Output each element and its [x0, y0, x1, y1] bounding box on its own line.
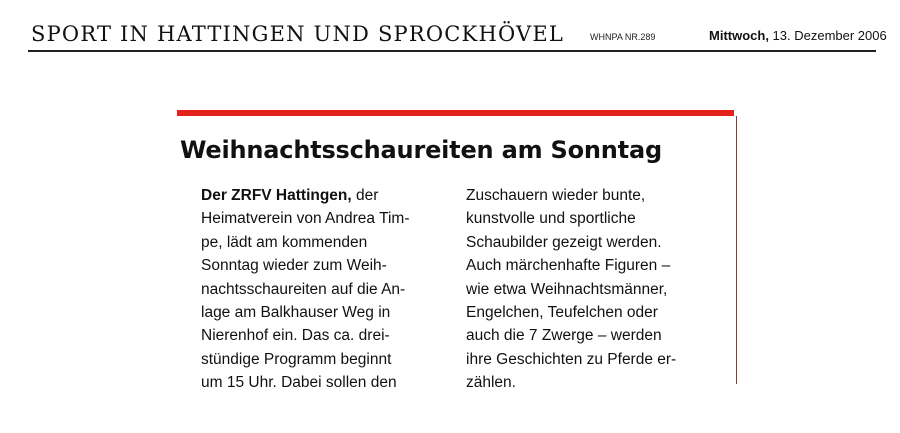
article-line: Zuschauern wieder bunte, [466, 187, 646, 204]
article-headline: Weihnachtsschaureiten am Sonntag [180, 136, 662, 164]
article-line: Engelchen, Teufelchen oder [466, 304, 658, 322]
article-lead: Der ZRFV Hattingen, [201, 187, 352, 204]
article-line [201, 184, 461, 207]
article-line: zählen. [466, 374, 516, 392]
article-line: Nierenhof ein. Das ca. drei- [201, 327, 390, 345]
article-line: stündige Programm beginnt [201, 350, 392, 368]
article-line: lage am Balkhauser Weg in [201, 304, 391, 322]
article-line: auch die 7 Zwerge – werden [466, 327, 662, 345]
masthead-rule [28, 50, 876, 52]
article-column-right [466, 184, 736, 395]
section-title: SPORT IN HATTINGEN UND SPROCKHÖVEL [31, 22, 565, 46]
article-line: kunstvolle und sportliche [466, 210, 636, 228]
article-accent-bar [177, 110, 734, 116]
issue-weekday: Mittwoch, [709, 28, 769, 43]
article-line: Auch märchenhafte Figuren – [466, 257, 671, 275]
issue-date [709, 28, 887, 43]
article-line: ihre Geschichten zu Pferde er- [466, 350, 677, 368]
article-line: Schaubilder gezeigt werden. [466, 233, 662, 251]
issue-date-text: 13. Dezember 2006 [768, 28, 887, 43]
article-line: wie etwa Weihnachtsmänner, [466, 280, 668, 298]
article-column-left [201, 184, 461, 395]
column-border [736, 116, 737, 384]
article-line: Heimatverein von Andrea Tim- [201, 210, 410, 228]
article-line: Sonntag wieder zum Weih- [201, 257, 387, 275]
article-line: nachtsschaureiten auf die An- [201, 280, 406, 298]
article-lead-rest: der [351, 187, 379, 204]
article-line: um 15 Uhr. Dabei sollen den [201, 374, 397, 392]
article-line: pe, lädt am kommenden [201, 233, 368, 251]
page-code: WHNPA NR.289 [590, 32, 656, 42]
